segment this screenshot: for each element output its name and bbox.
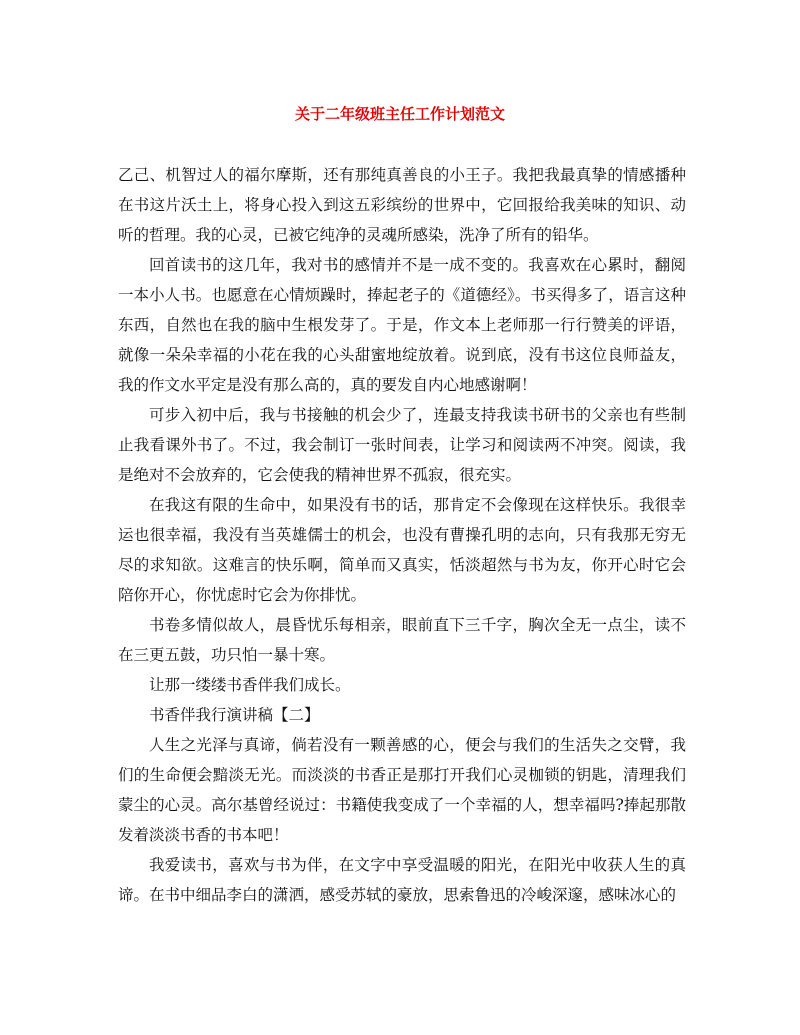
paragraph-3: 可步入初中后，我与书接触的机会少了，连最支持我读书研书的父亲也有些制止我看课外书了。不过，我会制订一张时间表，让学习和阅读两不冲突。阅读，我是绝对不会放弃的，它会使我的精神世界不孤寂，很充实。 — [118, 406, 686, 484]
document-body — [118, 160, 686, 910]
paragraph-8: 我爱读书，喜欢与书为伴，在文字中享受温暖的阳光，在阳光中收获人生的真谛。在书中细品李白的潇洒，感受苏轼的豪放，思索鲁迅的冷峻深邃，感味冰心的 — [118, 856, 686, 904]
section-heading: 书香伴我行演讲稿【二】 — [149, 706, 320, 724]
paragraph-4: 在我这有限的生命中，如果没有书的话，那肯定不会像现在这样快乐。我很幸运也很幸福，我没有当英雄儒士的机会，也没有曹操孔明的志向，只有我那无穷无尽的求知欲。这难言的快乐啊，简单而又真实，恬淡超然与书为友，你开心时它会陪你开心，你忧虑时它会为你排忧。 — [118, 496, 686, 604]
document-title: 关于二年级班主任工作计划范文 — [294, 105, 505, 123]
paragraph-5: 书卷多情似故人，晨昏忧乐每相亲，眼前直下三千字，胸次全无一点尘，读不在三更五鼓，功只怕一暴十寒。 — [118, 616, 686, 664]
paragraph-6: 让那一缕缕书香伴我们成长。 — [149, 676, 351, 694]
paragraph-7: 人生之光泽与真谛，倘若没有一颗善感的心，便会与我们的生活失之交臂，我们的生命便会黯淡无光。而淡淡的书香正是那打开我们心灵枷锁的钥匙，清理我们蒙尘的心灵。高尔基曾经说过：书籍使我变成了一个幸福的人，想幸福吗?捧起那散发着淡淡书香的书本吧！ — [118, 736, 686, 844]
paragraph-2: 回首读书的这几年，我对书的感情并不是一成不变的。我喜欢在心累时，翻阅一本小人书。也愿意在心情烦躁时，捧起老子的《道德经》。书买得多了，语言这种东西，自然也在我的脑中生根发芽了。于是，作文本上老师那一行行赞美的评语，就像一朵朵幸福的小花在我的心头甜蜜地绽放着。说到底，没有书这位良师益友，我的作文水平定是没有那么高的，真的要发自内心地感谢啊！ — [118, 256, 686, 394]
paragraph-1: 乙己、机智过人的福尔摩斯，还有那纯真善良的小王子。我把我最真挚的情感播种在书这片沃土上，将身心投入到这五彩缤纷的世界中，它回报给我美味的知识、动听的哲理。我的心灵，已被它纯净的灵魂所感染，洗净了所有的铅华。 — [118, 166, 686, 244]
